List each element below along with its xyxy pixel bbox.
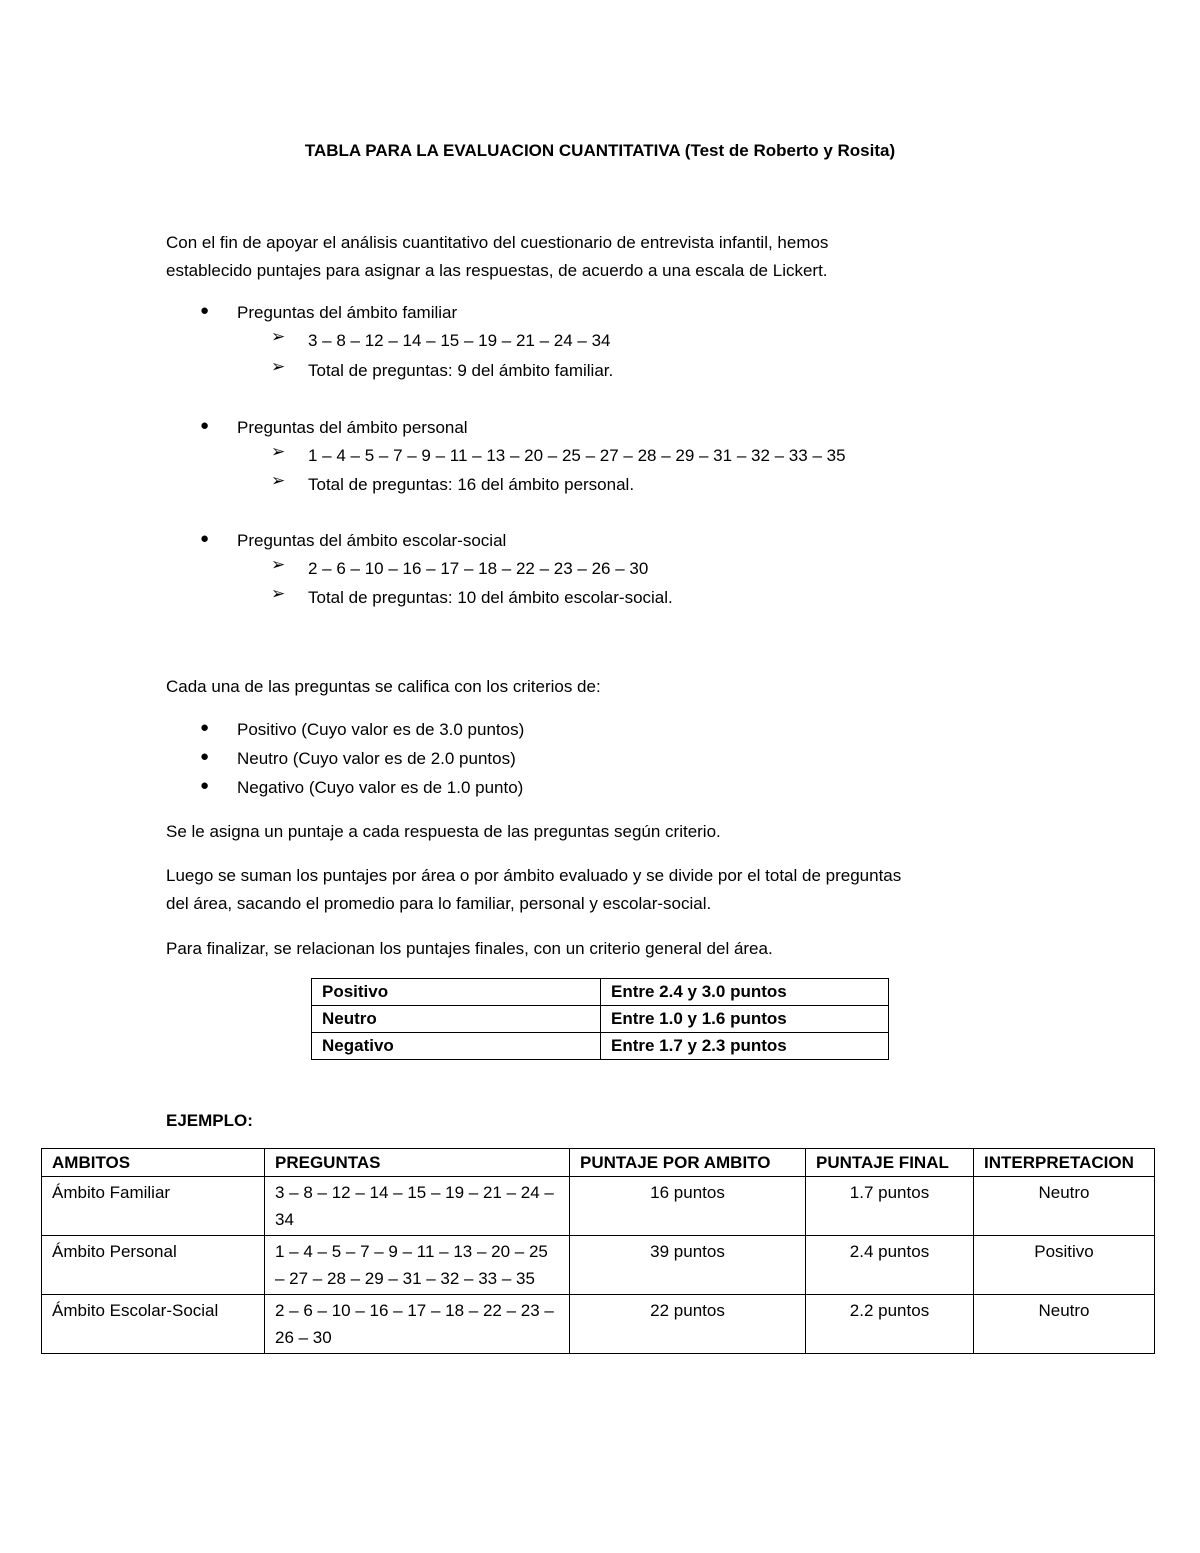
ambito-familiar-questions: 3 – 8 – 12 – 14 – 15 – 19 – 21 – 24 – 34 bbox=[308, 331, 611, 350]
criteria-label: Positivo bbox=[312, 979, 601, 1006]
ambito-escolar-label: Preguntas del ámbito escolar-social bbox=[237, 531, 507, 550]
para-sum-line-2: del área, sacando el promedio para lo familiar, personal y escolar-social. bbox=[166, 894, 712, 913]
ambito-escolar-total: Total de preguntas: 10 del ámbito escolar-social. bbox=[308, 588, 673, 607]
criteria-range: Entre 2.4 y 3.0 puntos bbox=[601, 979, 889, 1006]
ambito-personal-total: Total de preguntas: 16 del ámbito personal. bbox=[308, 475, 635, 494]
criteria-negativo: Negativo (Cuyo valor es de 1.0 punto) bbox=[237, 778, 524, 797]
disc-bullet-icon: ● bbox=[200, 748, 210, 765]
interpretacion-cell: Positivo bbox=[974, 1236, 1155, 1295]
header-puntaje-por-ambito: PUNTAJE POR AMBITO bbox=[570, 1149, 806, 1177]
criteria-range: Entre 1.7 y 2.3 puntos bbox=[601, 1033, 889, 1060]
table-row bbox=[312, 1006, 889, 1033]
criteria-range: Entre 1.0 y 1.6 puntos bbox=[601, 1006, 889, 1033]
disc-bullet-icon: ● bbox=[200, 719, 210, 736]
disc-bullet-icon: ● bbox=[200, 530, 210, 547]
arrowhead-bullet-icon: ➢ bbox=[271, 442, 286, 461]
interpretacion-cell: Neutro bbox=[974, 1295, 1155, 1354]
table-row bbox=[42, 1295, 1155, 1354]
example-heading: EJEMPLO: bbox=[166, 1111, 253, 1130]
puntaje-cell: 16 puntos bbox=[570, 1177, 806, 1236]
criteria-intro: Cada una de las preguntas se califica con los criterios de: bbox=[166, 677, 601, 696]
page-title: TABLA PARA LA EVALUACION CUANTITATIVA (Test de Roberto y Rosita) bbox=[304, 141, 896, 160]
preguntas-cell: 1 – 4 – 5 – 7 – 9 – 11 – 13 – 20 – 25 – 27 – 28 – 29 – 31 – 32 – 33 – 35 bbox=[265, 1236, 570, 1295]
disc-bullet-icon: ● bbox=[200, 417, 210, 434]
criteria-neutro: Neutro (Cuyo valor es de 2.0 puntos) bbox=[237, 749, 516, 768]
puntaje-cell: 39 puntos bbox=[570, 1236, 806, 1295]
header-ambitos: AMBITOS bbox=[42, 1149, 265, 1177]
header-preguntas: PREGUNTAS bbox=[265, 1149, 570, 1177]
arrowhead-bullet-icon: ➢ bbox=[271, 357, 286, 376]
disc-bullet-icon: ● bbox=[200, 777, 210, 794]
ambito-familiar-total: Total de preguntas: 9 del ámbito familiar. bbox=[308, 361, 614, 380]
para-sum-line-1: Luego se suman los puntajes por área o por ámbito evaluado y se divide por el total de preguntas bbox=[166, 866, 902, 885]
table-row bbox=[42, 1236, 1155, 1295]
criteria-label: Negativo bbox=[312, 1033, 601, 1060]
puntaje-cell: 22 puntos bbox=[570, 1295, 806, 1354]
header-interpretacion: INTERPRETACION bbox=[974, 1149, 1155, 1177]
ambito-cell: Ámbito Personal bbox=[42, 1236, 265, 1295]
final-cell: 2.4 puntos bbox=[806, 1236, 974, 1295]
preguntas-cell: 2 – 6 – 10 – 16 – 17 – 18 – 22 – 23 – 26 – 30 bbox=[265, 1295, 570, 1354]
example-table bbox=[41, 1148, 1155, 1354]
table-row bbox=[312, 979, 889, 1006]
preguntas-cell: 3 – 8 – 12 – 14 – 15 – 19 – 21 – 24 – 34 bbox=[265, 1177, 570, 1236]
intro-line-1: Con el fin de apoyar el análisis cuantitativo del cuestionario de entrevista infantil, hemos bbox=[166, 233, 829, 252]
arrowhead-bullet-icon: ➢ bbox=[271, 555, 286, 574]
criteria-positivo: Positivo (Cuyo valor es de 3.0 puntos) bbox=[237, 720, 525, 739]
ambito-familiar-label: Preguntas del ámbito familiar bbox=[237, 303, 458, 322]
table-row bbox=[312, 1033, 889, 1060]
table-header-row bbox=[42, 1149, 1155, 1177]
disc-bullet-icon: ● bbox=[200, 302, 210, 319]
para-assign: Se le asigna un puntaje a cada respuesta de las preguntas según criterio. bbox=[166, 822, 721, 841]
criteria-table bbox=[311, 978, 889, 1060]
final-cell: 1.7 puntos bbox=[806, 1177, 974, 1236]
arrowhead-bullet-icon: ➢ bbox=[271, 327, 286, 346]
interpretacion-cell: Neutro bbox=[974, 1177, 1155, 1236]
criteria-label: Neutro bbox=[312, 1006, 601, 1033]
table-row bbox=[42, 1177, 1155, 1236]
ambito-cell: Ámbito Familiar bbox=[42, 1177, 265, 1236]
ambito-escolar-questions: 2 – 6 – 10 – 16 – 17 – 18 – 22 – 23 – 26 – 30 bbox=[308, 559, 649, 578]
arrowhead-bullet-icon: ➢ bbox=[271, 471, 286, 490]
ambito-personal-questions: 1 – 4 – 5 – 7 – 9 – 11 – 13 – 20 – 25 – 27 – 28 – 29 – 31 – 32 – 33 – 35 bbox=[308, 446, 846, 465]
header-puntaje-final: PUNTAJE FINAL bbox=[806, 1149, 974, 1177]
intro-line-2: establecido puntajes para asignar a las respuestas, de acuerdo a una escala de Lickert. bbox=[166, 261, 828, 280]
ambito-cell: Ámbito Escolar-Social bbox=[42, 1295, 265, 1354]
para-final: Para finalizar, se relacionan los puntajes finales, con un criterio general del área. bbox=[166, 939, 773, 958]
ambito-personal-label: Preguntas del ámbito personal bbox=[237, 418, 468, 437]
arrowhead-bullet-icon: ➢ bbox=[271, 584, 286, 603]
final-cell: 2.2 puntos bbox=[806, 1295, 974, 1354]
